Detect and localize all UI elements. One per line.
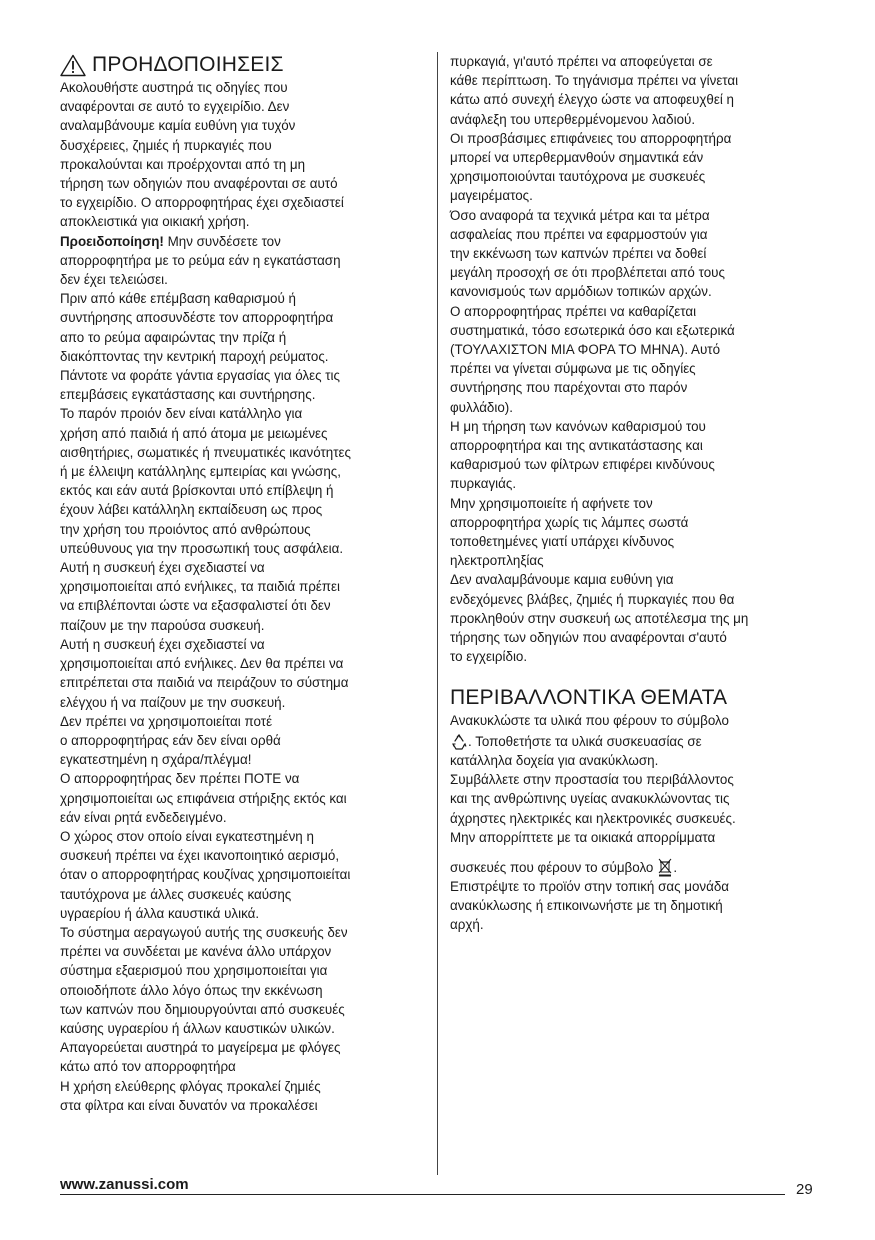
text-line: το εγχειρίδιο. [450,649,528,665]
text-line: απορροφητήρα με το ρεύμα εάν η εγκατάσταση [60,252,341,268]
text-line: ο απορροφητήρας εάν δεν είναι ορθά [60,732,281,748]
text-line: Το σύστημα αεραγωγού αυτής της συσκευής δεν [60,924,348,940]
warnings-heading [60,52,432,78]
text-line: ενδεχόμενες βλάβες, ζημιές ή πυρκαγιές που θα [450,591,735,607]
text-line: μαγειρέματος. [450,188,533,204]
text-line: Οι προσβάσιμες επιφάνειες του απορροφητήρα [450,130,732,146]
text-line: τοποθετημένες γιατί υπάρχει κίνδυνος [450,534,675,550]
text-line: σύστημα εξαερισμού που χρησιμοποιείται για [60,963,328,979]
text-line: Συμβάλλετε στην προστασία του περιβάλλοντος [450,772,734,788]
text-line: αισθητήριες, σωματικές ή πνευματικές ικανότητες [60,444,351,460]
environment-body [450,751,820,847]
footer-rule [60,1194,785,1195]
text-line: όταν ο απορροφητήρας κουζίνας χρησιμοποιείται [60,867,351,883]
text-line: εκτός και εάν αυτά βρίσκονται υπό επίβλεψη ή [60,483,334,499]
recycle-text: . Τοποθετήστε τα υλικά συσκευασίας σε [468,733,702,749]
text-line: χρησιμοποιούνται ταυτόχρονα με συσκευές [450,169,706,185]
text-line: προκαλούνται και προέρχονται από τη μη [60,156,306,172]
text-line: πυρκαγιά, γι'αυτό πρέπει να αποφεύγεται σε [450,54,713,69]
environment-line: Ανακυκλώστε τα υλικά που φέρουν το σύμβολο [450,712,729,728]
text-line: Ακολουθήστε αυστηρά τις οδηγίες που [60,80,288,95]
text-line: εγκατεστημένη η σχάρα/πλέγμα! [60,752,252,768]
text-line: επιτρέπεται στα παιδιά να πειράζουν το σύστημα [60,675,349,691]
text-line: Αυτή η συσκευή έχει σχεδιαστεί να [60,636,265,652]
text-line: άχρηστες ηλεκτρικές και ηλεκτρονικές συσκευές. [450,810,736,826]
text-line: Ο απορροφητήρας πρέπει να καθαρίζεται [450,303,697,319]
text-line: ηλεκτροπληξίας [450,553,544,569]
text-line: Μην απορρίπτετε με τα οικιακά απορρίμματα [450,829,716,845]
text-line: απορροφητήρα χωρίς τις λάμπες σωστά [450,514,689,530]
warnings-intro [60,78,432,232]
warnings-heading-text: ΠΡΟΗΔΟΠΟΙΗΣΕΙΣ [92,53,284,76]
warning-line [60,232,432,251]
text-line: πρέπει να γίνεται σύμφωνα με τις οδηγίες [450,361,696,377]
text-line: υπεύθυνους για την προσωπική τους ασφάλεια. [60,540,344,556]
text-line: συστηματικά, τόσο εσωτερικά όσο και εξωτερικά [450,322,735,338]
text-line: απορροφητήρα και της αντικατάστασης και [450,438,703,454]
text-line: αρχή. [450,917,484,933]
text-line: ή με έλλειψη κατάλληλης εμπειρίας και γνώσης, [60,464,341,480]
warnings-body [60,251,432,1115]
warning-label: Προειδοποίηση! [60,233,164,249]
environment-heading: ΠΕΡΙΒΑΛΛΟΝΤΙΚΑ ΘΕΜΑΤΑ [450,685,728,709]
text-line: πυρκαγιάς. [450,476,517,492]
text-line: συντήρησης αποσυνδέστε τον απορροφητήρα [60,310,334,326]
text-line: κάτω από τον απορροφητήρα [60,1059,236,1075]
warnings-continued [450,52,820,667]
text-line: κατάλληλα δοχεία για ανακύκλωση. [450,752,659,768]
text-line: Δεν πρέπει να χρησιμοποιείται ποτέ [60,713,273,729]
text-line: Η μη τήρηση των κανόνων καθαρισμού του [450,418,706,434]
environment-closing [450,877,820,935]
text-line: αποκλειστικά για οικιακή χρήση. [60,214,250,230]
page-number: 29 [796,1181,813,1198]
weee-text: συσκευές που φέρουν το σύμβολο [450,859,654,875]
column-divider [437,52,438,1175]
text-line: να επιβλέπονται ώστε να εξασφαλιστεί ότι δεν [60,598,331,614]
text-line: και της ανθρώπινης υγείας ανακυκλώνοντας τις [450,791,730,807]
warning-triangle-icon [60,54,86,77]
text-line: χρησιμοποιείται ως επιφάνεια στήριξης εκτός και [60,790,347,806]
text-line: Απαγορεύεται αυστηρά το μαγείρεμα με φλόγες [60,1040,341,1056]
text-line: χρησιμοποιείται από ενήλικες. Δεν θα πρέπει να [60,656,344,672]
text-line: επεμβάσεις εγκατάστασης και συντήρησης. [60,387,316,403]
text-line: Μην χρησιμοποιείτε ή αφήνετε τον [450,495,653,511]
text-line: ανάφλεξη του υπερθερμένομενου λαδιού. [450,111,696,127]
text-line: Πριν από κάθε επέμβαση καθαρισμού ή [60,291,296,307]
text-line: την χρήση του προιόντος από ανθρώπους [60,521,311,537]
text-line: απο το ρεύμα αφαιρώντας την πρίζα ή [60,329,287,345]
text-line: το εγχειρίδιο. Ο απορροφητήρας έχει σχεδιαστεί [60,195,344,211]
text-line: στα φίλτρα και είναι δυνατόν να προκαλέσει [60,1097,318,1113]
weee-end: . [673,859,678,875]
warning-text: Μην συνδέσετε τον [163,233,281,249]
text-line: ανακύκλωσης ή επικοινωνήστε με τη δημοτική [450,898,723,914]
recycle-icon [450,733,468,751]
weee-line [450,857,820,877]
text-line: παίζουν με την παρούσα συσκευή. [60,617,265,633]
text-line: συσκευή πρέπει να έχει ικανοποιητικό αερισμό, [60,848,340,864]
text-line: εάν είναι ρητά ενδεδειγμένο. [60,809,227,825]
text-line: Πάντοτε να φοράτε γάντια εργασίας για όλες τις [60,368,340,384]
text-line: τήρησης των οδηγιών που αναφέρονται σ'αυτό [450,630,727,646]
text-line: καθαρισμού των φίλτρων επιφέρει κινδύνους [450,457,715,473]
text-line: κάθε περίπτωση. Το τηγάνισμα πρέπει να γίνεται [450,73,739,89]
text-line: των καπνών που δημιουργούνται από συσκευές [60,1001,345,1017]
text-line: Όσο αναφορά τα τεχνικά μέτρα και τα μέτρα [450,207,710,223]
text-line: δυσχέρειες, ζημιές ή πυρκαγιές που [60,137,272,153]
text-line: (ΤΟΥΛΑΧΙΣΤΟΝ ΜΙΑ ΦΟΡΑ ΤΟ ΜΗΝΑ). Αυτό [450,342,721,358]
text-line: υγραερίου ή άλλα καυστικά υλικά. [60,905,260,921]
text-line: μεγάλη προσοχή σε ότι προβλέπεται από τους [450,265,725,281]
text-line: δεν έχει τελειώσει. [60,272,168,288]
right-column [450,52,820,935]
left-column [60,52,432,1115]
text-line: Το παρόν προιόν δεν είναι κατάλληλο για [60,406,303,422]
text-line: συντήρησης που παρέχονται στο παρόν [450,380,688,396]
text-line: ασφαλείας που πρέπει να εφαρμοστούν για [450,226,708,242]
text-line: χρησιμοποιείται από ενήλικες, τα παιδιά πρέπει [60,579,340,595]
text-line: Ο απορροφητήρας δεν πρέπει ΠΟΤΕ να [60,771,300,787]
text-line: μπορεί να υπερθερμανθούν σημαντικά εάν [450,150,704,166]
text-line: προκληθούν στην συσκευή ως αποτέλεσμα της μη [450,610,749,626]
text-line: έχουν λάβει κατάλληλη εκπαίδευση ως προς [60,502,323,518]
text-line: Ο χώρος στον οποίο είναι εγκατεστημένη η [60,828,314,844]
crossed-bin-icon [657,857,673,877]
text-line: κάτω από συνεχή έλεγχο ώστε να αποφευχθεί η [450,92,734,108]
text-line: Αυτή η συσκευή έχει σχεδιαστεί να [60,560,265,576]
recycle-line [450,732,820,751]
text-line: καύσης υγραερίου ή άλλων καυστικών υλικών. [60,1020,335,1036]
text-line: Επιστρέψτε το προϊόν στην τοπική σας μονάδα [450,878,730,894]
text-line: φυλλάδιο). [450,399,513,415]
text-line: κανονισμούς των αρμόδιων τοπικών αρχών. [450,284,712,300]
text-line: πρέπει να συνδέεται με κανένα άλλο υπάρχον [60,944,332,960]
text-line: αναφέρονται σε αυτό το εγχειρίδιο. Δεν [60,99,290,115]
text-line: τήρηση των οδηγιών που αναφέρονται σε αυτό [60,176,338,192]
text-line: ελέγχου ή να παίζουν με την συσκευή. [60,694,286,710]
text-line: αναλαμβάνουμε καμία ευθύνη για τυχόν [60,118,296,134]
text-line: Η χρήση ελεύθερης φλόγας προκαλεί ζημιές [60,1078,321,1094]
text-line: χρήση από παιδιά ή από άτομα με μειωμένες [60,425,328,441]
footer-url[interactable]: www.zanussi.com [60,1176,189,1193]
text-line: την εκκένωση των καπνών πρέπει να δοθεί [450,246,707,262]
text-line: οποιοδήποτε άλλο λόγο όπως την εκκένωση [60,982,323,998]
text-line: Δεν αναλαμβάνουμε καμια ευθύνη για [450,572,674,588]
text-line: ταυτόχρονα με άλλες συσκευές καύσης [60,886,292,902]
text-line: διακόπτοντας την κεντρική παροχή ρεύματος. [60,348,329,364]
